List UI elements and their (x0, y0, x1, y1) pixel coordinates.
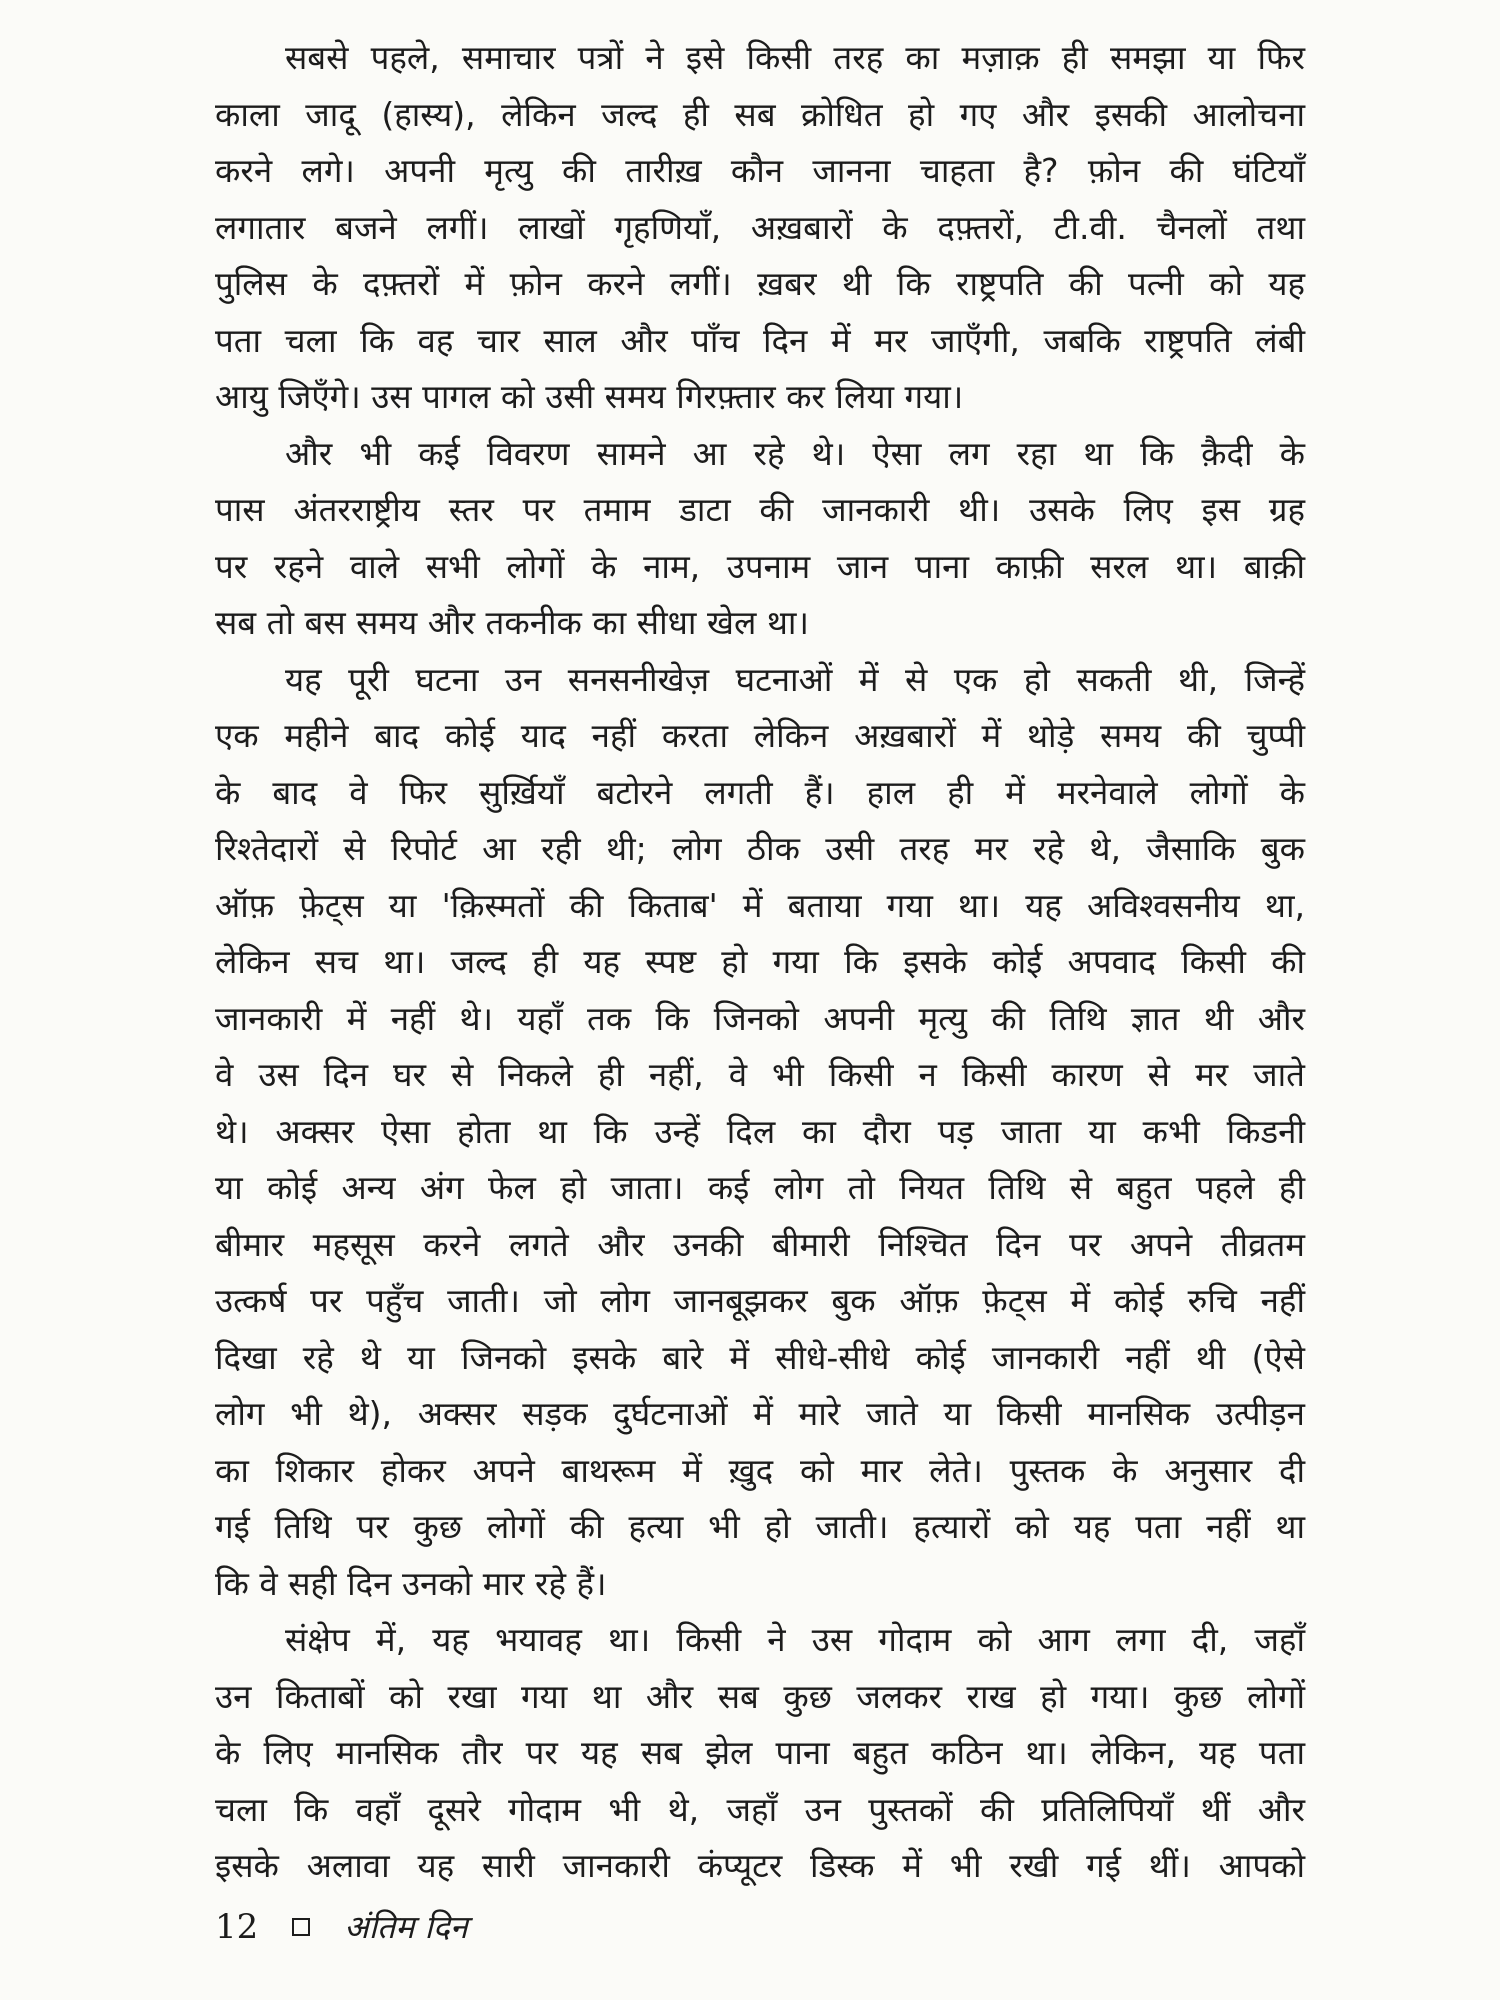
text-line: कि वे सही दिन उनको मार रहे हैं। (215, 1563, 607, 1603)
square-ornament-icon (292, 1918, 310, 1936)
text-line: के बाद वे फिर सुर्ख़ियाँ बटोरने लगती हैं। हाल ही में मरनेवाले लोगों के (215, 772, 1305, 812)
text-line: का शिकार होकर अपने बाथरूम में ख़ुद को मार लेते। पुस्तक के अनुसार दी (215, 1450, 1305, 1490)
text-line: एक महीने बाद कोई याद नहीं करता लेकिन अख़बारों में थोड़े समय की चुप्पी (215, 716, 1305, 755)
text-line: पता चला कि वह चार साल और पाँच दिन में मर जाएँगी, जबकि राष्ट्रपति लंबी (215, 320, 1305, 360)
text-line: रिश्तेदारों से रिपोर्ट आ रही थी; लोग ठीक उसी तरह मर रहे थे, जैसाकि बुक (215, 829, 1305, 868)
text-line: संक्षेप में, यह भयावह था। किसी ने उस गोदाम को आग लगा दी, जहाँ (285, 1620, 1305, 1659)
page-number: 12 (215, 1906, 259, 1947)
text-line: लोग भी थे), अक्सर सड़क दुर्घटनाओं में मारे जाते या किसी मानसिक उत्पीड़न (215, 1394, 1305, 1433)
text-line: इसके अलावा यह सारी जानकारी कंप्यूटर डिस्क में भी रखी गई थीं। आपको (215, 1846, 1305, 1885)
text-line: उत्कर्ष पर पहुँच जाती। जो लोग जानबूझकर बुक ऑफ़ फ़ेट्स में कोई रुचि नहीं (215, 1281, 1305, 1320)
text-line: गई तिथि पर कुछ लोगों की हत्या भी हो जाती। हत्यारों को यह पता नहीं था (215, 1507, 1305, 1546)
text-line: वे उस दिन घर से निकले ही नहीं, वे भी किसी न किसी कारण से मर जाते (215, 1055, 1305, 1094)
text-line: के लिए मानसिक तौर पर यह सब झेल पाना बहुत कठिन था। लेकिन, यह पता (215, 1733, 1305, 1772)
text-line: थे। अक्सर ऐसा होता था कि उन्हें दिल का दौरा पड़ जाता या कभी किडनी (215, 1111, 1305, 1151)
text-line: आयु जिएँगे। उस पागल को उसी समय गिरफ़्तार कर लिया गया। (215, 377, 964, 416)
text-line: और भी कई विवरण सामने आ रहे थे। ऐसा लग रहा था कि क़ैदी के (285, 433, 1305, 473)
text-line: पुलिस के दफ़्तरों में फ़ोन करने लगीं। ख़बर थी कि राष्ट्रपति की पत्नी को यह (215, 264, 1305, 303)
paragraph-1 (215, 30, 1305, 426)
text-line: जानकारी में नहीं थे। यहाँ तक कि जिनको अपनी मृत्यु की तिथि ज्ञात थी और (215, 998, 1305, 1038)
text-line: पास अंतरराष्ट्रीय स्तर पर तमाम डाटा की जानकारी थी। उसके लिए इस ग्रह (215, 490, 1305, 529)
text-line: यह पूरी घटना उन सनसनीखेज़ घटनाओं में से एक हो सकती थी, जिन्हें (285, 659, 1305, 699)
text-line: ऑफ़ फ़ेट्स या 'क़िस्मतों की किताब' में बताया गया था। यह अविश्वसनीय था, (215, 885, 1305, 925)
text-line: या कोई अन्य अंग फेल हो जाता। कई लोग तो नियत तिथि से बहुत पहले ही (215, 1168, 1305, 1207)
paragraph-3 (215, 652, 1305, 1613)
text-line: करने लगे। अपनी मृत्यु की तारीख़ कौन जानना चाहता है? फ़ोन की घंटियाँ (215, 151, 1305, 190)
text-line: दिखा रहे थे या जिनको इसके बारे में सीधे-सीधे कोई जानकारी नहीं थी (ऐसे (215, 1337, 1305, 1377)
page-footer (215, 1905, 468, 1948)
text-line: काला जादू (हास्य), लेकिन जल्द ही सब क्रोधित हो गए और इसकी आलोचना (215, 94, 1305, 134)
body-text (215, 30, 1305, 1895)
running-title: अंतिम दिन (344, 1908, 468, 1946)
text-line: लेकिन सच था। जल्द ही यह स्पष्ट हो गया कि इसके कोई अपवाद किसी की (215, 942, 1305, 981)
text-line: लगातार बजने लगीं। लाखों गृहणियाँ, अख़बारों के दफ़्तरों, टी.वी. चैनलों तथा (215, 207, 1305, 247)
text-line: चला कि वहाँ दूसरे गोदाम भी थे, जहाँ उन पुस्तकों की प्रतिलिपियाँ थीं और (215, 1789, 1305, 1829)
paragraph-4 (215, 1612, 1305, 1895)
text-line: उन किताबों को रखा गया था और सब कुछ जलकर राख हो गया। कुछ लोगों (215, 1676, 1305, 1716)
text-line: पर रहने वाले सभी लोगों के नाम, उपनाम जान पाना काफ़ी सरल था। बाक़ी (215, 546, 1305, 586)
text-line: बीमार महसूस करने लगते और उनकी बीमारी निश्चित दिन पर अपने तीव्रतम (215, 1224, 1305, 1264)
text-line: सब तो बस समय और तकनीक का सीधा खेल था। (215, 603, 809, 642)
paragraph-2 (215, 426, 1305, 652)
text-line: सबसे पहले, समाचार पत्रों ने इसे किसी तरह का मज़ाक़ ही समझा या फिर (285, 38, 1305, 77)
